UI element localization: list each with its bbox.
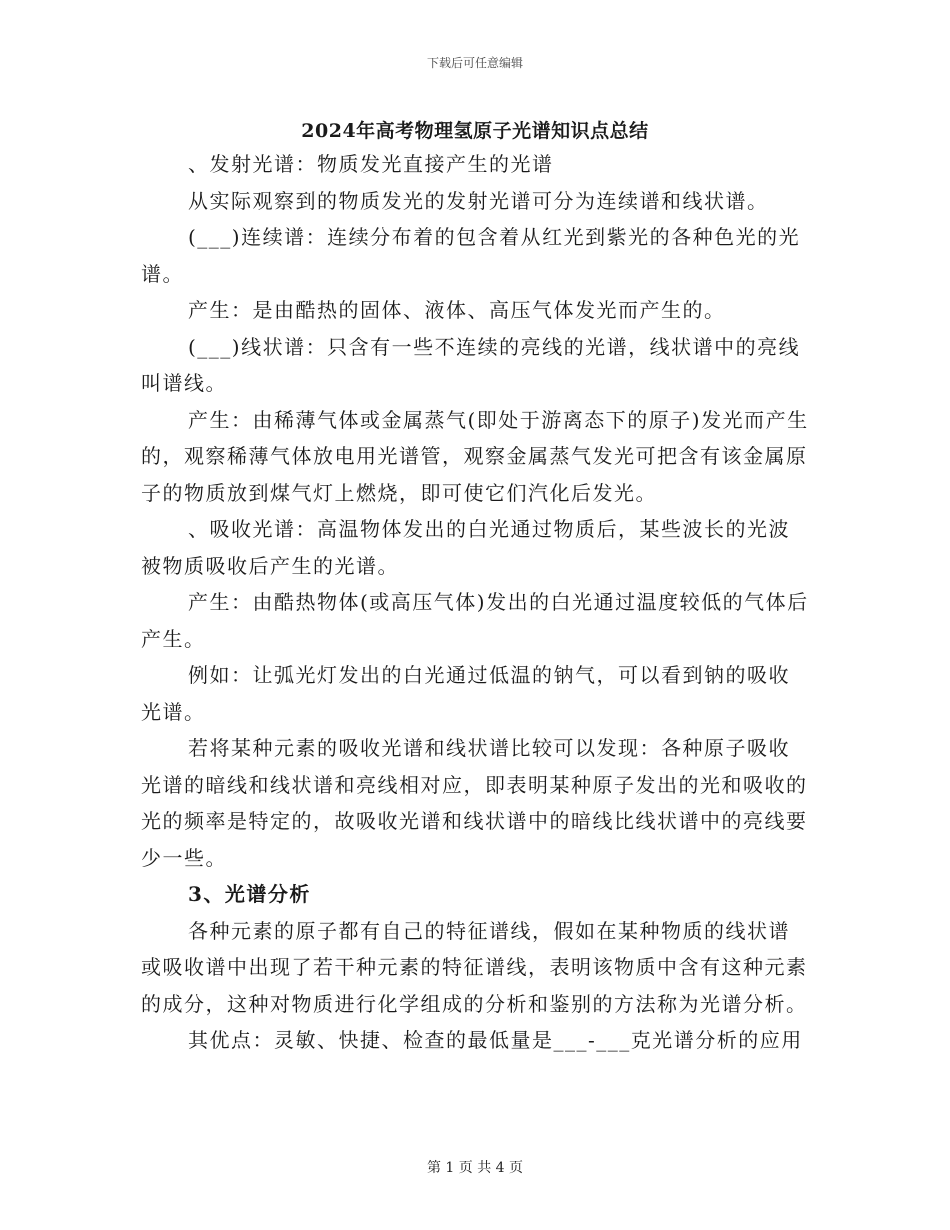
paragraph-advantages: 其优点：灵敏、快捷、检查的最低量是___-___克光谱分析的应用 xyxy=(188,1028,803,1052)
page-number: 第 1 页 共 4 页 xyxy=(426,1160,524,1176)
paragraph-absorption-origin: 产生：由酷热物体(或高压气体)发出的白光通过温度较低的气体后产生。 xyxy=(141,590,809,651)
paragraph-line-spectrum: (___)线状谱：只含有一些不连续的亮线的光谱，线状谱中的亮线叫谱线。 xyxy=(141,334,801,395)
paragraph-continuous-spectrum: (___)连续谱：连续分布着的包含着从红光到紫光的各种色光的光谱。 xyxy=(141,225,801,286)
document-body xyxy=(141,146,811,1059)
paragraph-comparison: 若将某种元素的吸收光谱和线状谱比较可以发现：各种原子吸收光谱的暗线和线状谱和亮线相对应，即表明某种原子发出的光和吸收的光的频率是特定的，故吸收光谱和线状谱中的暗线比线状谱中的亮线要少一些。 xyxy=(141,736,808,870)
paragraph-line-origin: 产生：由稀薄气体或金属蒸气(即处于游离态下的原子)发光而产生的，观察稀薄气体放电用光谱管，观察金属蒸气发光可把含有该金属原子的物质放到煤气灯上燃烧，即可使它们汽化后发光。 xyxy=(141,407,809,505)
paragraph-spectral-analysis: 各种元素的原子都有自己的特征谱线，假如在某种物质的线状谱或吸收谱中出现了若干种元素的特征谱线，表明该物质中含有这种元素的成分，这种对物质进行化学组成的分析和鉴别的方法称为光谱分析。 xyxy=(141,918,808,1016)
paragraph-emission-types: 从实际观察到的物质发光的发射光谱可分为连续谱和线状谱。 xyxy=(188,188,769,213)
paragraph-example: 例如：让弧光灯发出的白光通过低温的钠气，可以看到钠的吸收光谱。 xyxy=(141,663,790,724)
paragraph-absorption-spectrum: 、吸收光谱：高温物体发出的白光通过物质后，某些波长的光波被物质吸收后产生的光谱。 xyxy=(141,517,790,578)
document-title: 2024年高考物理氢原子光谱知识点总结 xyxy=(301,120,649,142)
section-heading-spectral-analysis: 3、光谱分析 xyxy=(188,882,311,906)
paragraph-emission-spectrum: 、发射光谱：物质发光直接产生的光谱 xyxy=(188,152,554,176)
paragraph-continuous-origin: 产生：是由酷热的固体、液体、高压气体发光而产生的。 xyxy=(188,298,726,322)
page-header-note: 下载后可任意编辑 xyxy=(426,56,523,70)
